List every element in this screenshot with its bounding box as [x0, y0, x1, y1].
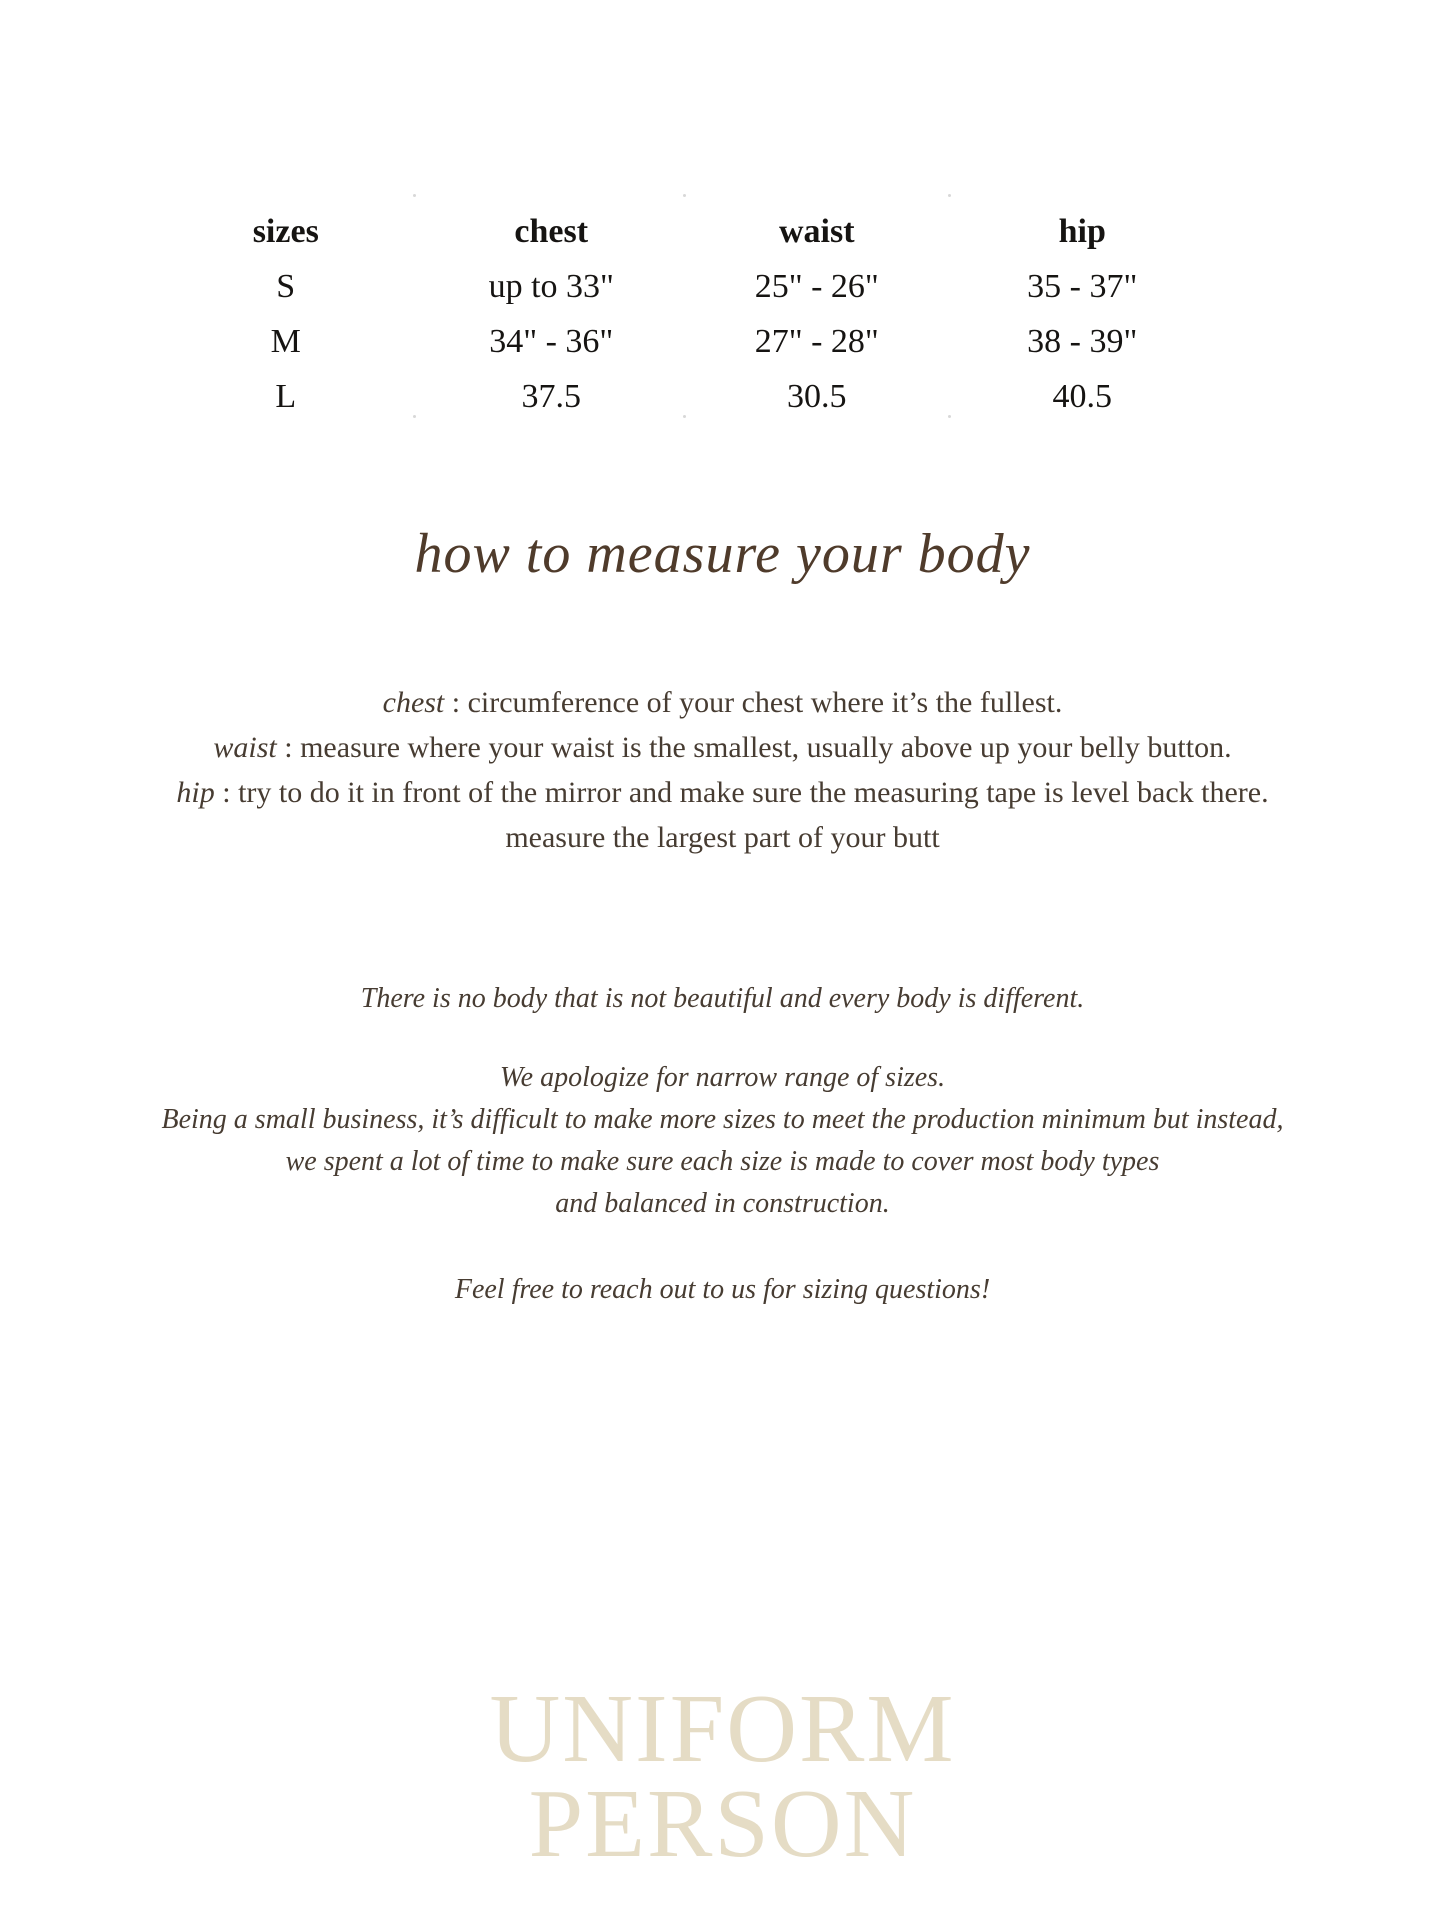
table-grid-dot	[948, 194, 951, 197]
note-line: and balanced in construction.	[555, 1188, 890, 1219]
size-l-label: L	[275, 378, 297, 415]
brand-logo-line-uniform: UNIFORM	[489, 1675, 956, 1783]
size-s-label: S	[276, 268, 296, 305]
column-header-waist: waist	[778, 213, 855, 250]
column-header-chest: chest	[514, 213, 589, 250]
guide-term-waist: waist	[213, 731, 277, 764]
brand-logo-line-person: PERSON	[528, 1770, 917, 1878]
size-s-waist: 25" - 26"	[754, 268, 879, 305]
size-l-chest: 37.5	[521, 378, 581, 415]
table-grid-dot	[413, 194, 416, 197]
size-m-waist: 27" - 28"	[754, 323, 879, 360]
guide-line-waist	[0, 725, 1445, 770]
note-line: we spent a lot of time to make sure each size is made to cover most body types	[285, 1146, 1160, 1177]
sizing-note	[0, 978, 1445, 1311]
size-l-hip: 40.5	[1052, 378, 1112, 415]
measure-guide	[0, 680, 1445, 860]
guide-text-butt: measure the largest part of your butt	[505, 821, 940, 854]
guide-text-chest: : circumference of your chest where it’s the fullest.	[444, 686, 1063, 719]
size-s-chest: up to 33"	[488, 268, 614, 305]
size-chart-table	[153, 204, 1215, 424]
note-paragraph-contact: Feel free to reach out to us for sizing questions!	[454, 1274, 991, 1305]
guide-text-waist: : measure where your waist is the smallest, usually above up your belly button.	[276, 731, 1232, 764]
size-m-hip: 38 - 39"	[1027, 323, 1138, 360]
note-line: We apologize for narrow range of sizes.	[499, 1062, 946, 1093]
note-line: Being a small business, it’s difficult to make more sizes to meet the production minimum but instead,	[161, 1104, 1284, 1135]
note-paragraph-beautiful: There is no body that is not beautiful and every body is different.	[360, 983, 1085, 1014]
section-title: how to measure your body	[414, 523, 1031, 585]
guide-term-chest: chest	[382, 686, 445, 719]
column-header-hip: hip	[1058, 213, 1106, 250]
guide-text-hip: : try to do it in front of the mirror and make sure the measuring tape is level back there.	[214, 776, 1269, 809]
table-grid-dot	[683, 194, 686, 197]
size-l-waist: 30.5	[787, 378, 847, 415]
guide-term-hip: hip	[176, 776, 215, 809]
column-header-sizes: sizes	[252, 213, 319, 250]
size-s-hip: 35 - 37"	[1027, 268, 1138, 305]
guide-line-butt	[0, 815, 1445, 860]
size-m-label: M	[270, 323, 301, 360]
brand-logo	[0, 1675, 1445, 1878]
note-paragraph-apology	[0, 1057, 1445, 1225]
guide-line-hip	[0, 770, 1445, 815]
size-m-chest: 34" - 36"	[489, 323, 614, 360]
guide-line-chest	[0, 680, 1445, 725]
